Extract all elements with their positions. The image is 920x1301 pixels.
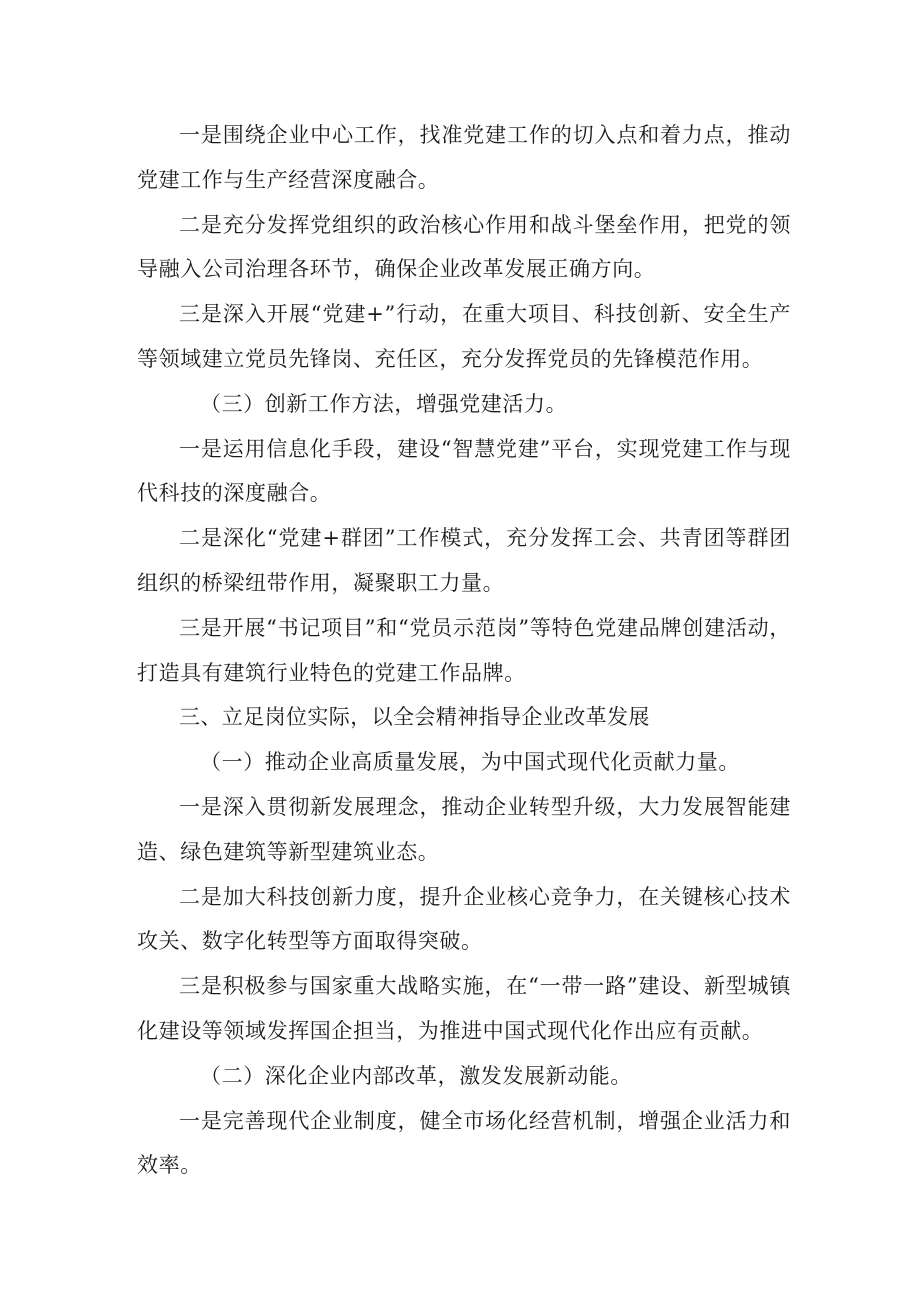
paragraph: 二是加大科技创新力度，提升企业核心竞争力，在关键核心技术攻关、数字化转型等方面取得突破。 [137,884,791,954]
paragraph: 三是深入开展“党建+”行动，在重大项目、科技创新、安全生产等领域建立党员先锋岗、充任区，充分发挥党员的先锋模范作用。 [137,302,791,371]
subsection-heading: （二）深化企业内部改革，激发发展新动能。 [200,1063,632,1088]
paragraph: 一是运用信息化手段，建设“智慧党建”平台，实现党建工作与现代科技的深度融合。 [137,436,791,506]
paragraph: 一是围绕企业中心工作，找准党建工作的切入点和着力点，推动党建工作与生产经营深度融合。 [137,123,791,192]
paragraph: 二是深化“党建+群团”工作模式，充分发挥工会、共青团等群团组织的桥梁纽带作用，凝聚职工力量。 [137,526,791,595]
paragraph: 一是完善现代企业制度，健全市场化经营机制，增强企业活力和效率。 [137,1108,791,1178]
paragraph: 一是深入贯彻新发展理念，推动企业转型升级，大力发展智能建造、绿色建筑等新型建筑业态。 [137,794,791,864]
section-heading: 三、立足岗位实际，以全会精神指导企业改革发展 [179,705,650,730]
subsection-heading: （一）推动企业高质量发展，为中国式现代化贡献力量。 [200,750,740,775]
paragraph: 二是充分发挥党组织的政治核心作用和战斗堡垒作用，把党的领导融入公司治理各环节，确保企业改革发展正确方向。 [137,212,791,282]
paragraph: 三是开展“书记项目”和“党员示范岗”等特色党建品牌创建活动，打造具有建筑行业特色的党建工作品牌。 [137,615,791,685]
paragraph: 三是积极参与国家重大战略实施，在“一带一路”建设、新型城镇化建设等领域发挥国企担当，为推进中国式现代化作出应有贡献。 [137,974,791,1043]
subsection-heading: （三）创新工作方法，增强党建活力。 [200,391,568,416]
document-body [137,113,791,1188]
